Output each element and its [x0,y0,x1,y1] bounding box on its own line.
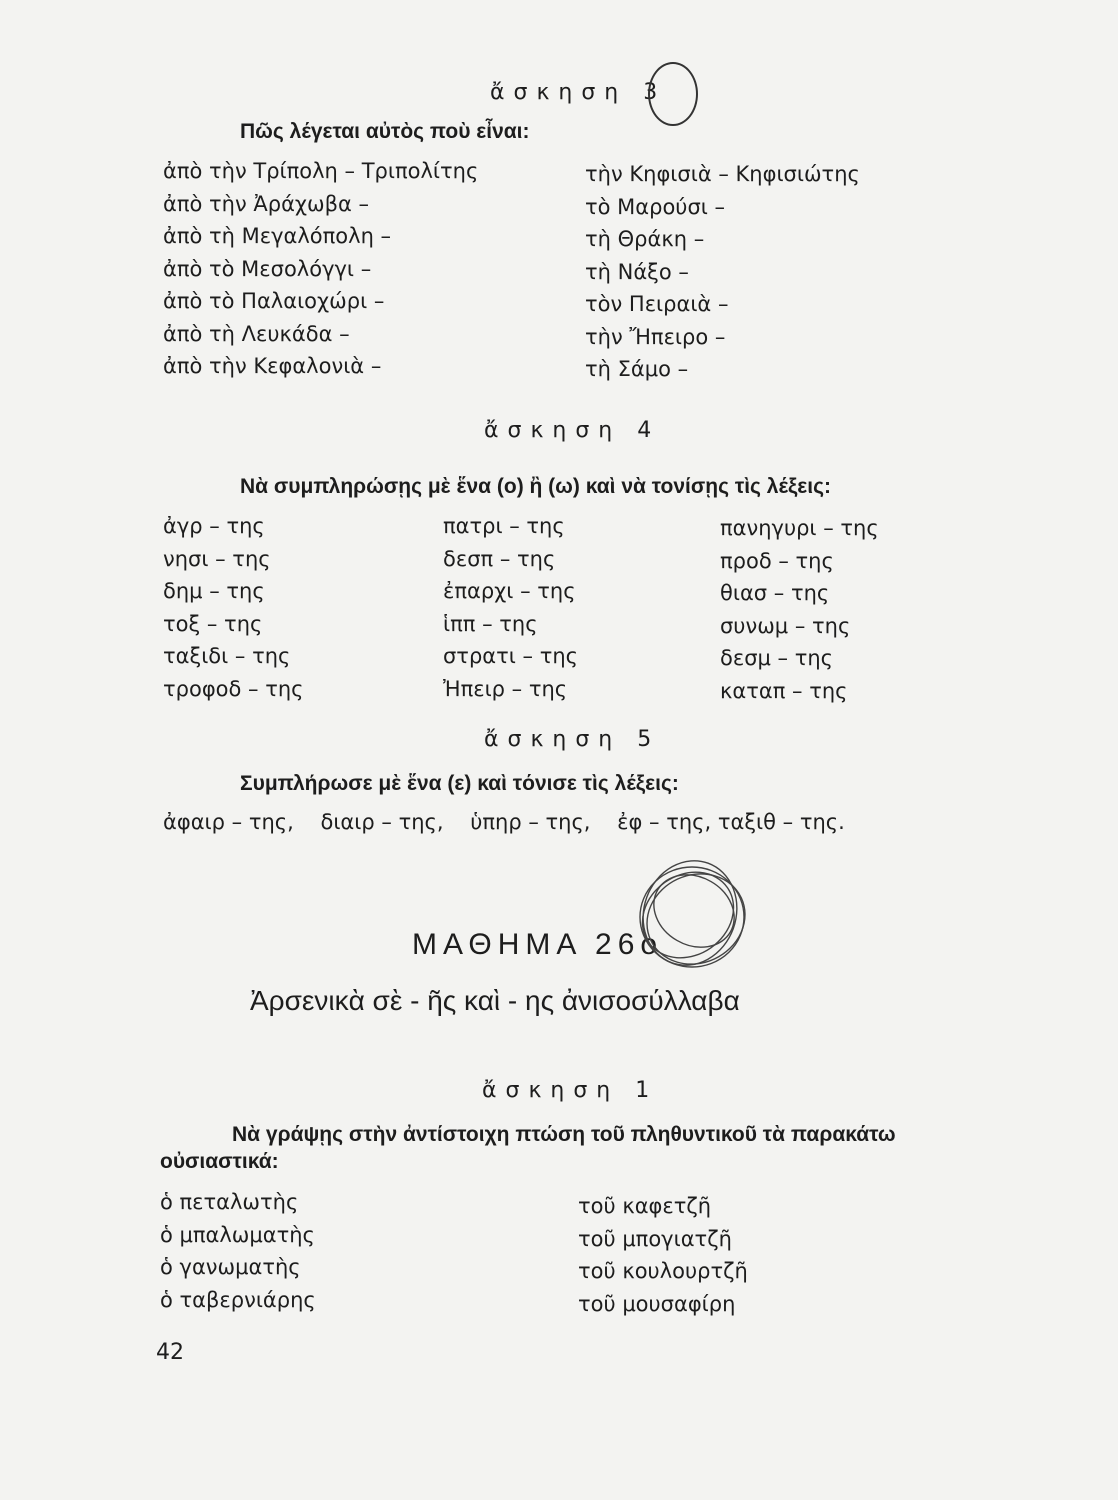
exercise-5-instruction: Συμπλήρωσε μὲ ἕνα (ε) καὶ τόνισε τὶς λέξεις: [240,772,679,795]
list-item: τροφοδ – της [163,676,304,701]
list-item: τὴ Νάξο – [585,259,689,284]
list-item: ταξιδι – της [163,644,291,668]
exercise-5-line: ἀφαιρ – της, διαιρ – της, ὑπηρ – της, ἐφ – της, ταξιθ – της. [163,810,845,834]
list-item: ὁ γανωματὴς [160,1255,301,1279]
exercise-1-instruction-line-1: Νὰ γράψῃς στὴν ἀντίστοιχη πτώση τοῦ πληθυντικοῦ τὰ παρακάτω [232,1123,896,1146]
exercise-5-heading: ἄσκηση 5 [484,727,661,752]
list-item: πανηγυρι – της [720,516,879,540]
lesson-title: ΜΑΘΗΜΑ 26ο [412,928,664,961]
list-item: τοῦ καφετζῆ [578,1194,712,1218]
list-item: τοῦ κουλουρτζῆ [578,1259,748,1283]
list-item: ἀπὸ τὸ Παλαιοχώρι – [163,289,385,313]
exercise-1-instruction-line-2: οὐσιαστικά: [160,1150,279,1173]
list-item: ὁ πεταλωτὴς [160,1190,299,1214]
list-item: ὁ ταβερνιάρης [160,1287,316,1312]
list-item: πατρι – της [443,514,565,538]
list-item: ἀγρ – της [163,514,265,538]
list-item: ἀπὸ τὴν Τρίπολη – Τριπολίτης [163,159,479,183]
list-item: ἀπὸ τὴ Λευκάδα – [163,321,350,346]
list-item: τὸ Μαρούσι – [585,194,726,219]
list-item: δεσπ – της [443,546,556,571]
list-item: τοῦ μπογιατζῆ [578,1226,732,1251]
page-number: 42 [156,1340,184,1365]
exercise-4-instruction: Νὰ συμπληρώσῃς μὲ ἕνα (ο) ἢ (ω) καὶ νὰ τονίσῃς τὶς λέξεις: [240,475,832,498]
exercise-1-heading: ἄσκηση 1 [482,1078,659,1103]
list-item: θιασ – της [720,581,830,605]
exercise-4-heading: ἄσκηση 4 [484,418,661,443]
list-item: δημ – της [163,579,265,603]
lesson-subtitle: Ἀρσενικὰ σὲ - ῆς καὶ - ης ἀνισοσύλλαβα [250,985,740,1016]
exercise-1-left-column [160,1186,316,1316]
exercise-3-left-column [163,155,478,383]
list-item: στρατι – της [443,644,579,668]
exercise-3-right-column [585,158,860,386]
exercise-3-instruction: Πῶς λέγεται αὐτὸς ποὺ εἶναι: [240,120,530,143]
list-item: ἀπὸ τὴν Κεφαλονιὰ – [163,354,382,378]
exercise-4-column-1 [163,510,304,705]
list-item: δεσμ – της [720,646,833,670]
exercise-1-right-column [578,1190,748,1320]
exercise-3-heading: ἄσκηση 3 [490,80,667,105]
list-item: τοξ – της [163,611,263,636]
exercise-4-column-3 [720,512,879,707]
list-item: ὁ μπαλωματὴς [160,1222,315,1247]
list-item: νησι – της [163,546,271,571]
pen-scribble-mark [630,855,760,975]
list-item: ἱππ – της [443,611,538,636]
list-item: τὴν Κηφισιὰ – Κηφισιώτης [585,162,860,186]
list-item: τοῦ μουσαφίρη [578,1291,736,1316]
pen-circle-mark [648,62,698,126]
list-item: προδ – της [720,548,834,573]
list-item: ἐπαρχι – της [443,579,576,603]
list-item: τὴν Ἤπειρο – [585,324,726,349]
exercise-4-column-2 [443,510,578,705]
list-item: ἀπὸ τὸ Μεσολόγγι – [163,256,372,281]
list-item: ἀπὸ τὴ Μεγαλόπολη – [163,224,392,248]
list-item: τὴ Θράκη – [585,227,705,251]
list-item: συνωμ – της [720,613,851,638]
list-item: Ἠπειρ – της [443,676,568,701]
list-item: καταπ – της [720,678,848,703]
list-item: τὴ Σάμο – [585,357,689,381]
list-item: ἀπὸ τὴν Ἀράχωβα – [163,191,370,216]
list-item: τὸν Πειραιὰ – [585,292,729,316]
